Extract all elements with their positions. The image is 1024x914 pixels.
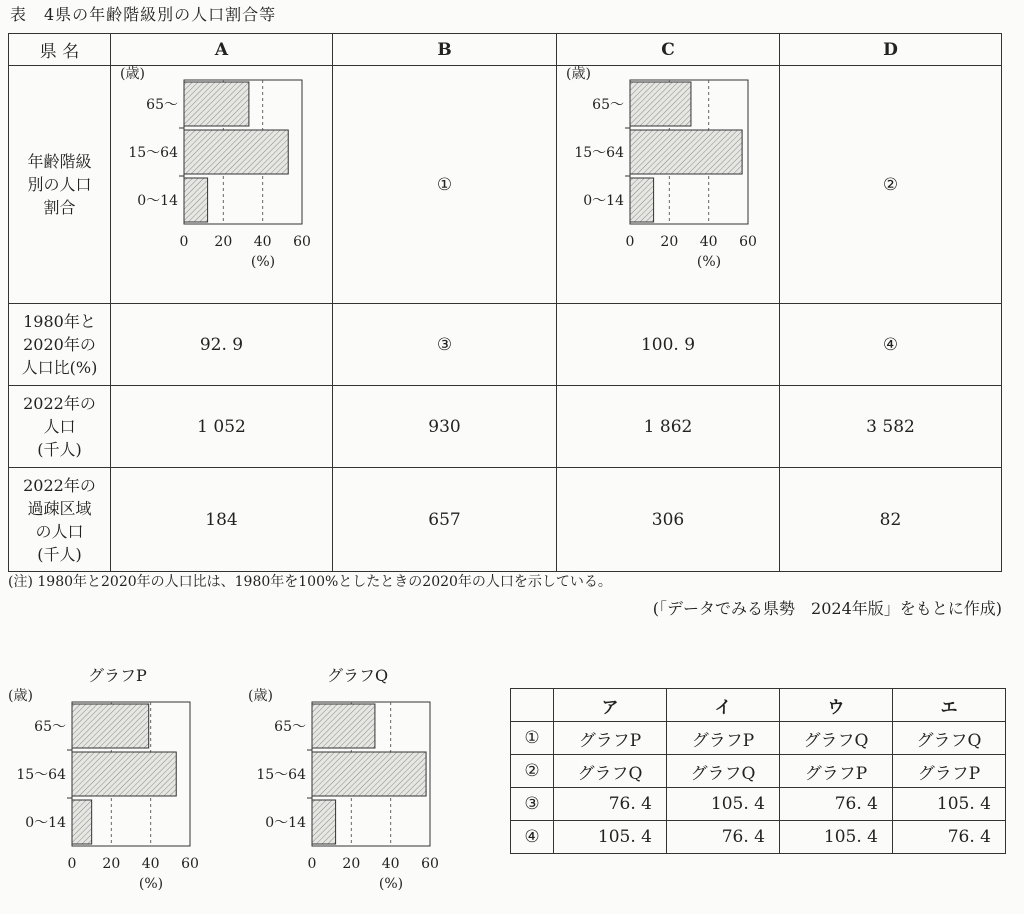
pop-d: 3 582: [780, 386, 1002, 468]
x-tick-label: 60: [181, 856, 199, 872]
choice-head-a: ア: [554, 689, 667, 722]
choice-row-1: [511, 722, 1006, 755]
x-tick-label: 20: [102, 856, 121, 872]
choice-table: [510, 688, 1006, 854]
age-chart-a: [112, 66, 332, 298]
choice-corner: [511, 689, 554, 722]
age-chart-a-cell: [111, 66, 333, 304]
age-chart-c-cell: [557, 66, 780, 304]
choice-head-e: エ: [893, 689, 1006, 722]
bar-15〜64: [184, 130, 288, 174]
choice-cell: 76. 4: [780, 788, 893, 821]
age-label-line2: 別の人口: [27, 175, 92, 194]
kaso-label-line4: (千人): [37, 544, 82, 564]
header-pref-c: C: [557, 34, 780, 66]
y-tick-label: 0〜14: [265, 815, 306, 831]
age-row: [9, 66, 1002, 304]
kaso-d: 82: [780, 468, 1002, 572]
age-d-cell: ②: [780, 66, 1002, 304]
y-tick-label: 15〜64: [16, 767, 66, 783]
pop-label-line1: 2022年の: [23, 394, 96, 413]
pop-a: 1 052: [111, 386, 333, 468]
x-tick-label: 20: [213, 234, 232, 250]
bar-0〜14: [630, 178, 654, 222]
y-tick-label: 0〜14: [136, 193, 178, 209]
ratio-a: 92. 9: [111, 304, 333, 386]
bar-0〜14: [184, 178, 208, 222]
kaso-b: 657: [333, 468, 557, 572]
header-pref-b: B: [333, 34, 557, 66]
choice-row-3: [511, 788, 1006, 821]
kaso-label-line1: 2022年の: [23, 475, 96, 495]
pop-c: 1 862: [557, 386, 780, 468]
choice-cell: 105. 4: [893, 788, 1006, 821]
x-unit-label: (%): [250, 254, 275, 270]
choice-cell: 76. 4: [554, 788, 667, 821]
age-label-line1: 年齢階級: [27, 152, 92, 171]
choice-row-2: [511, 755, 1006, 788]
x-tick-label: 20: [660, 234, 679, 250]
bar-0〜14: [312, 800, 336, 844]
y-unit-label: (歳): [119, 66, 145, 82]
table-note: (注) 1980年と2020年の人口比は、1980年を100%としたときの2020年の人口を示している。: [8, 574, 612, 590]
y-tick-label: 65〜: [145, 97, 178, 113]
y-unit-label: (歳): [566, 66, 591, 82]
x-tick-label: 40: [381, 856, 400, 872]
choice-row-label: ③: [511, 788, 554, 821]
bar-65〜: [72, 704, 149, 748]
bar-0〜14: [72, 800, 92, 844]
ratio-label-line2: 2020年の: [23, 335, 96, 354]
header-pref-d: D: [780, 34, 1002, 66]
choice-cell: グラフP: [893, 755, 1006, 788]
x-tick-label: 40: [141, 856, 160, 872]
y-tick-label: 0〜14: [25, 815, 66, 831]
choice-head-u: ウ: [780, 689, 893, 722]
kaso-label-line2: 過疎区域: [27, 498, 92, 518]
y-tick-label: 0〜14: [583, 193, 624, 209]
x-tick-label: 60: [739, 234, 757, 250]
x-tick-label: 40: [699, 234, 718, 250]
header-pref-a: A: [111, 34, 333, 66]
age-chart-c: [558, 66, 778, 298]
age-b-cell: ①: [333, 66, 557, 304]
table-caption: 表 4県の年齢階級別の人口割合等: [10, 5, 277, 24]
x-tick-label: 60: [421, 856, 439, 872]
choice-cell: 105. 4: [554, 821, 667, 854]
choice-cell: グラフP: [554, 722, 667, 755]
choice-cell: 76. 4: [893, 821, 1006, 854]
x-tick-label: 0: [307, 856, 317, 872]
choice-cell: グラフQ: [893, 722, 1006, 755]
header-row: [9, 34, 1002, 66]
choice-head-i: イ: [667, 689, 780, 722]
y-tick-label: 65〜: [592, 97, 624, 113]
pop-label-line2: 人口: [43, 417, 76, 436]
bar-15〜64: [72, 752, 176, 796]
x-unit-label: (%): [138, 876, 164, 892]
ratio-c: 100. 9: [557, 304, 780, 386]
y-unit-label: (歳): [248, 688, 273, 704]
bar-15〜64: [312, 752, 426, 796]
prefecture-table: [8, 33, 1002, 572]
x-tick-label: 0: [625, 234, 635, 250]
x-tick-label: 40: [253, 234, 272, 250]
kaso-row: [9, 468, 1002, 572]
graph-p-title: グラフP: [88, 666, 147, 685]
choice-cell: グラフQ: [554, 755, 667, 788]
choice-cell: グラフP: [667, 722, 780, 755]
choice-cell: 105. 4: [780, 821, 893, 854]
ratio-label-line3: 人口比(%): [21, 358, 98, 377]
y-tick-label: 15〜64: [574, 145, 624, 161]
age-row-label: [9, 66, 111, 304]
choice-cell: グラフP: [780, 755, 893, 788]
choice-row-label: ②: [511, 755, 554, 788]
pop-row: [9, 386, 1002, 468]
header-label: 県 名: [9, 34, 111, 66]
ratio-row: [9, 304, 1002, 386]
choice-cell: 105. 4: [667, 788, 780, 821]
ratio-row-label: [9, 304, 111, 386]
source-text: (「データでみる県勢 2024年版」をもとに作成): [652, 599, 1002, 618]
choice-row-4: [511, 821, 1006, 854]
pop-row-label: [9, 386, 111, 468]
x-tick-label: 20: [342, 856, 361, 872]
choice-row-label: ①: [511, 722, 554, 755]
y-tick-label: 15〜64: [256, 767, 306, 783]
graph-q: [240, 688, 460, 912]
kaso-label-line3: の人口: [35, 521, 84, 541]
kaso-a: 184: [111, 468, 333, 572]
choice-cell: グラフQ: [667, 755, 780, 788]
age-label-line3: 割合: [43, 198, 76, 217]
graph-q-title: グラフQ: [327, 666, 389, 685]
y-tick-label: 65〜: [34, 719, 66, 735]
x-unit-label: (%): [696, 254, 722, 270]
pop-b: 930: [333, 386, 557, 468]
ratio-b: ③: [333, 304, 557, 386]
y-tick-label: 15〜64: [127, 145, 178, 161]
bar-65〜: [630, 82, 691, 126]
kaso-c: 306: [557, 468, 780, 572]
choice-cell: グラフQ: [780, 722, 893, 755]
choice-header-row: [511, 689, 1006, 722]
x-tick-label: 60: [292, 234, 311, 250]
x-unit-label: (%): [378, 876, 404, 892]
x-tick-label: 0: [67, 856, 77, 872]
ratio-d: ④: [780, 304, 1002, 386]
x-tick-label: 0: [179, 234, 188, 250]
choice-cell: 76. 4: [667, 821, 780, 854]
ratio-label-line1: 1980年と: [23, 312, 96, 331]
bar-65〜: [312, 704, 375, 748]
bar-65〜: [184, 82, 249, 126]
y-tick-label: 65〜: [274, 719, 306, 735]
choice-row-label: ④: [511, 821, 554, 854]
graph-p: [0, 688, 220, 912]
bar-15〜64: [630, 130, 742, 174]
y-unit-label: (歳): [8, 688, 33, 704]
pop-label-line3: (千人): [37, 440, 82, 459]
kaso-row-label: [9, 468, 111, 572]
